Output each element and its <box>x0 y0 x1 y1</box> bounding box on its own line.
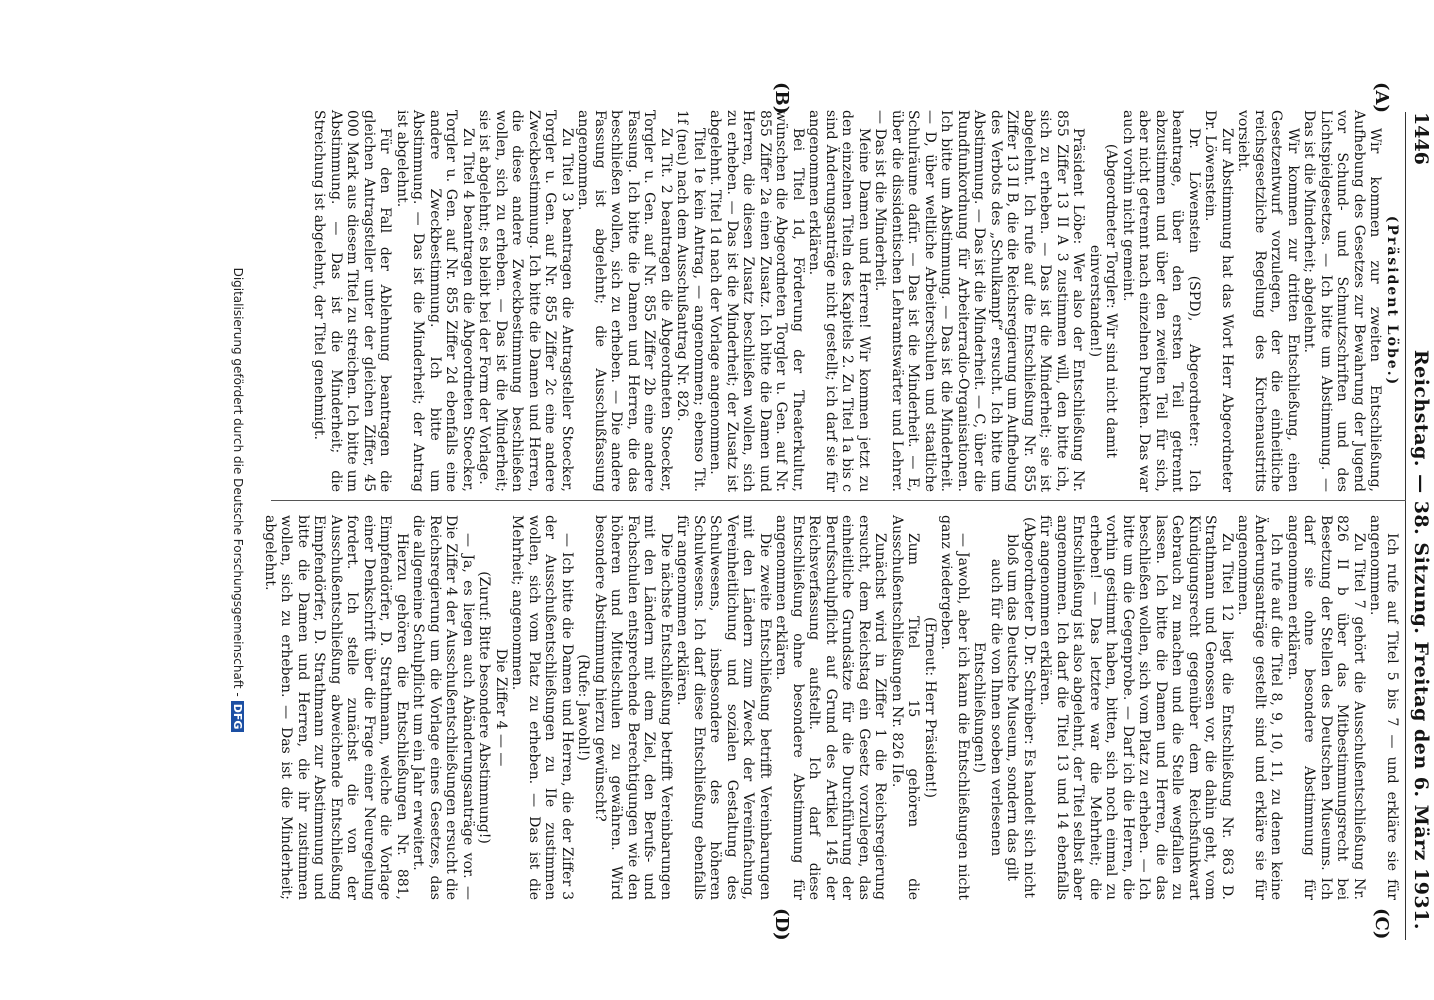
paragraph: Zum Titel 15 gehören die Ausschußentschließungen Nr. 826 IIe. <box>889 515 922 900</box>
margin-letter-d: (D) <box>771 908 792 941</box>
paragraph: — Ich bitte die Damen und Herren, die der Ziffer 3 der Ausschußentschließungen zu IIe zustimmen wollen, sich vom Platz zu erheben. — Das ist die Mehrheit; angenommen. <box>509 515 575 900</box>
paragraph: Die zweite Entschließung betrifft Vereinbarungen mit den Ländern zum Zweck der Vereinfachung, Vereinheitlichung und sozialen Gestaltung des Schulwesens, insbesondere des höheren Schulwesens. Ich darf diese Entschließung ebenfalls für angenommen erklären. <box>674 515 773 900</box>
interjection: (Rufe: Jawohl!) <box>575 654 592 761</box>
paragraph: Wir kommen zur dritten Entschließung, einen Gesetzentwurf vorzulegen, der die einheitliche reichsgesetzliche Regelung des Kirchenaustritts vorsieht. <box>1235 110 1301 492</box>
digitization-credit <box>231 0 245 1000</box>
credit-text: Digitalisierung gefördert durch die Deutsche Forschungsgemeinschaft - <box>231 267 245 697</box>
interjection: (Abgeordneter D. Dr. Schreiber: Es handelt sich nicht bloß um das Deutsche Museum, sondern das gilt auch für die von Ihnen soeben verlesenen Entschließungen!) <box>971 516 1037 899</box>
paragraph: Zu Titel 4 beantragen die Abgeordneten Stoecker, Torgler u. Gen. auf Nr. 855 Ziffer 2d ebenfalls eine andere Zweckbestimmung. Ich bitte um Abstimmung. — Das ist die Minderheit; der Antrag ist abgelehnt. <box>394 110 476 492</box>
paragraph: Ich rufe auf Titel 5 bis 7 — und erkläre sie für angenommen. <box>1367 515 1400 900</box>
paragraph: Die nächste Entschließung betrifft Vereinbarungen mit den Ländern mit dem Ziel, den Berufs- und Fachschulen entsprechende Berechtigungen wie den höheren und Mittelschulen zu gewähren. Wird besondere Abstimmung hierzu gewünscht? <box>592 515 674 900</box>
running-header <box>1408 0 1432 1000</box>
paragraph: Für den Fall der Ablehnung beantragen die gleichen Antragsteller unter der gleichen Ziffer, 45 000 Mark aus diesem Titel zu streichen. Ich bitte um Abstimmung. — Das ist die Minderheit; die Streichung ist abgelehnt, der Titel genehmigt. <box>311 110 394 492</box>
paragraph: — Ja, es liegen auch Abänderungsanträge vor. — Die Ziffer 4 der Ausschußentschließungen ersucht die Reichsregierung um die Vorlage eines Gesetzes, das die allgemeine Schulpflicht um ein Jahr erweitert. <box>410 515 476 900</box>
paragraph: — Jawohl, aber ich kann die Entschließungen nicht ganz wiedergeben. <box>938 515 971 900</box>
margin-letter-b: (B) <box>771 82 792 115</box>
paragraph: Bei Titel 1d, Förderung der Theaterkultur, wünschen die Abgeordneten Torgler u. Gen. auf Nr. 855 Ziffer 2a einen Zusatz. Ich bitte die Damen und Herren, die diesen Zusatz beschließen wollen, sich zu erheben. — Das ist die Minderheit; der Zusatz ist abgelehnt. Titel 1d nach der Vorlage angenommen. <box>707 110 806 492</box>
header-rule <box>1405 112 1406 940</box>
dfg-logo: DFG <box>231 701 244 733</box>
paragraph: Die Ziffer 4 — — <box>493 648 509 767</box>
left-column <box>311 110 1400 492</box>
column-separator <box>271 500 1406 501</box>
speaker-heading: (Präsident Löbe.) <box>1384 215 1400 387</box>
right-column <box>262 515 1401 900</box>
paragraph: Meine Damen und Herren! Wir kommen jetzt zu den einzelnen Titeln des Kapitels 2. Zu Titel 1a bis c sind Änderungsanträge nicht gestellt; ich darf sie für angenommen erklären. <box>806 110 872 492</box>
margin-letter-a: (A) <box>1371 82 1392 113</box>
paragraph: Dr. Löwenstein (SPD), Abgeordneter: Ich beantrage, über den ersten Teil getrennt abzustimmen und über den zweiten Teil für sich, aber nicht getrennt nach einzelnen Punkten. Das war auch vorhin nicht gemeint. <box>1120 110 1202 492</box>
paragraph: Zu Titel 12 liegt die Entschließung Nr. 863 D. Strathmann und Genossen vor, die dahin geht, vom Kündigungsrecht gegenüber dem Reichsfunkwart Gebrauch zu machen und die Stelle wegfallen zu lassen. Ich bitte die Damen und Herren, die das beschließen wollen, sich vom Platz zu erheben. — Ich bitte um die Gegenprobe. — Darf ich die Herren, die vorhin gestimmt haben, bitten, sich noch einmal zu erheben! — Das letztere war die Mehrheit; die Entschließung ist also abgelehnt, der Titel selbst aber angenommen. Ich darf die Titel 13 und 14 ebenfalls für angenommen erklären. <box>1037 515 1235 900</box>
interjection: (Abgeordneter Torgler: Wir sind nicht damit einverstanden!) <box>1087 143 1120 459</box>
paragraph: Zu Titel 3 beantragen die Antragsteller Stoecker, Torgler u. Gen. auf Nr. 855 Ziffer 2c eine andere Zweckbestimmung. Ich bitte die Damen und Herren, die diese andere Zweckbestimmung beschließen wollen, sich zu erheben. — Das ist die Minderheit; sie ist abgelehnt; es bleibt bei der Form der Vorlage. <box>476 110 575 492</box>
margin-letter-c: (C) <box>1371 908 1392 940</box>
paragraph: Titel 1e kein Antrag, — angenommen; ebenso Tit. 1f (neu) nach dem Ausschußantrag Nr. 826. <box>674 110 707 492</box>
page-number: 1446 <box>1410 112 1432 165</box>
session-title: Reichstag. — 38. Sitzung. Freitag den 6. März 1931. <box>1410 349 1432 930</box>
interjection: (Zuruf: Bitte besondere Abstimmung!) <box>476 571 493 844</box>
paragraph: Zunächst wird in Ziffer 1 die Reichsregierung ersucht, dem Reichstag ein Gesetz vorzulegen, das einheitliche Grundsätze für die Durchführung der Berufsschulpflicht auf Grund des Artikel 145 der Reichsverfassung aufstellt. Ich darf diese Entschließung ohne besondere Abstimmung für angenommen erklären. <box>773 515 889 900</box>
paragraph: Zur Abstimmung hat das Wort Herr Abgeordneter Dr. Löwenstein. <box>1202 110 1235 492</box>
document-page <box>210 0 1434 1000</box>
paragraph: Hierzu gehören die Entschließungen Nr. 881, Eimpfendörfer, D. Strathmann, welche die Vorlage einer Denkschrift über die Frage einer Neuregelung fordert. Ich stelle zunächst die von der Ausschußentschließung abweichende Entschließung Eimpfendörfer, D. Strathmann zur Abstimmung und bitte die Damen und Herren, die ihr zustimmen wollen, sich zu erheben. — Das ist die Minderheit; abgelehnt. <box>262 515 410 900</box>
interjection: (Erneut: Herr Präsident!) <box>922 617 938 798</box>
paragraph: Präsident Löbe: Wer also der Entschließung Nr. 855 Ziffer 13 II A 3 zustimmen will, den bitte ich, sich zu erheben. — Das ist die Minderheit; sie ist abgelehnt. Ich rufe auf die Entschließung Nr. 855 Ziffer 13 II B, die die Reichsregierung um Aufhebung des Verbots des „Schulkampf“ ersucht. Ich bitte um Abstimmung. — Das ist die Minderheit. — C, über die Rundfunkordnung für Arbeiterradio-Organisationen. Ich bitte um Abstimmung. — Das ist die Minderheit. — D, über weltliche Arbeiterschulen und staatliche Schulräume dafür. — Das ist die Minderheit. — E, über die dissidentischen Lehramtswärter und Lehrer. — Das ist die Minderheit. <box>872 110 1087 492</box>
paragraph: Wir kommen zur zweiten Entschließung, Aufhebung des Gesetzes zur Bewahrung der Jugend vor Schund- und Schmutzschriften und des Lichtspielgesetzes. — Ich bitte um Abstimmung. — Das ist die Minderheit; abgelehnt. <box>1301 110 1384 492</box>
paragraph: Ich rufe auf die Titel 8, 9, 10, 11, zu denen keine Änderungsanträge gestellt sind und erkläre sie für angenommen. <box>1235 515 1285 900</box>
paragraph: Zu Tit. 2 beantragen die Abgeordneten Stoecker, Torgler u. Gen. auf Nr. 855 Ziffer 2b eine andere Fassung. Ich bitte die Damen und Herren, die das beschließen wollen, sich zu erheben. — Die andere Fassung ist abgelehnt; die Ausschußfassung angenommen. <box>575 110 674 492</box>
paragraph: Zu Titel 7 gehört die Ausschußentschließung Nr. 826 II b über das Mitbestimmungsrecht bei Besetzung der Stellen des Deutschen Museums. Ich darf sie ohne besondere Abstimmung für angenommen erklären. <box>1285 515 1367 900</box>
